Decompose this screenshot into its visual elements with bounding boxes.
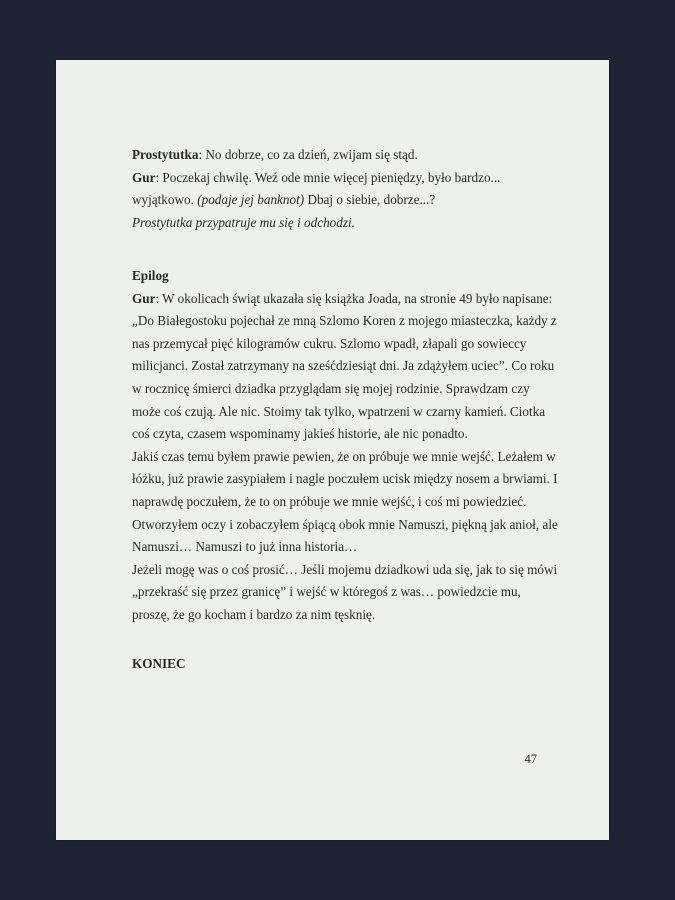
dialogue-line bbox=[132, 167, 542, 190]
page-text bbox=[132, 144, 558, 676]
text-line: nas przemycał pięć kilogramów cukru. Szlomo wpadł, złapali go sowieccy bbox=[132, 335, 527, 351]
end-marker: KONIEC bbox=[132, 656, 186, 672]
text-line: Otworzyłem oczy i zobaczyłem śpiącą obok mnie Namuszi, piękną jak anioł, ale bbox=[132, 516, 558, 532]
stage-direction: (podaje jej banknot) bbox=[197, 192, 305, 208]
dialogue-text: wyjątkowo. bbox=[132, 192, 198, 208]
text-line: w rocznicę śmierci dziadka przyglądam się mojej rodzinie. Sprawdzam czy bbox=[132, 380, 530, 396]
text-line: łóżku, już prawie zasypiałem i nagle poczułem ucisk między nosem a brwiami. I bbox=[132, 471, 558, 487]
text-line: coś czyta, czasem wspominamy jakieś historie, ale nic ponadto. bbox=[132, 426, 468, 442]
dialogue-line bbox=[132, 144, 542, 167]
text-line: „Do Białegostoku pojechał ze mną Szlomo Koren z mojego miasteczka, każdy z bbox=[132, 313, 557, 329]
text-line: Jeżeli mogę was o coś prosić… Jeśli mojemu dziadkowi uda się, jak to się mówi bbox=[132, 561, 558, 577]
section-heading: Epilog bbox=[132, 267, 169, 283]
dialogue-text: Dbaj o siebie, dobrze...? bbox=[304, 192, 436, 208]
document-page bbox=[56, 60, 609, 840]
text-line: naprawdę poczułem, że to on próbuje we mnie wejść, i coś mi powiedzieć. bbox=[132, 493, 527, 509]
dialogue-text: : No dobrze, co za dzień, zwijam się stąd. bbox=[198, 147, 418, 162]
text-line: „przekraść się przez granicę” i wejść w któregoś z was… powiedzcie mu, bbox=[132, 584, 521, 600]
speaker-name: Prostytutka bbox=[132, 147, 199, 162]
text-line: może coś czują. Ale nic. Stoimy tak tylko, wpatrzeni w czarny kamień. Ciotka bbox=[132, 403, 546, 419]
dialogue-line bbox=[132, 189, 542, 212]
page-number: 47 bbox=[524, 752, 537, 766]
stage-direction: Prostytutka przypatruje mu się i odchodzi. bbox=[132, 214, 355, 230]
text-line: milicjanci. Został zatrzymany na sześćdziesiąt dni. Ja zdążyłem uciec”. Co roku bbox=[132, 358, 555, 374]
dialogue-line bbox=[132, 288, 553, 311]
dialogue-text: : W okolicach świąt ukazała się książka Joada, na stronie 49 było napisane: bbox=[155, 290, 553, 306]
text-line: Namuszi… Namuszi to już inna historia… bbox=[132, 539, 358, 555]
text-line: proszę, że go kocham i bardzo za nim tęsknię. bbox=[132, 606, 376, 622]
speaker-name: Gur bbox=[132, 290, 156, 306]
text-line: Jakiś czas temu byłem prawie pewien, że on próbuje we mnie wejść. Leżałem w bbox=[132, 448, 556, 464]
dialogue-text: : Poczekaj chwilę. Weź ode mnie więcej pieniędzy, było bardzo... bbox=[155, 169, 501, 185]
speaker-name: Gur bbox=[132, 169, 156, 185]
